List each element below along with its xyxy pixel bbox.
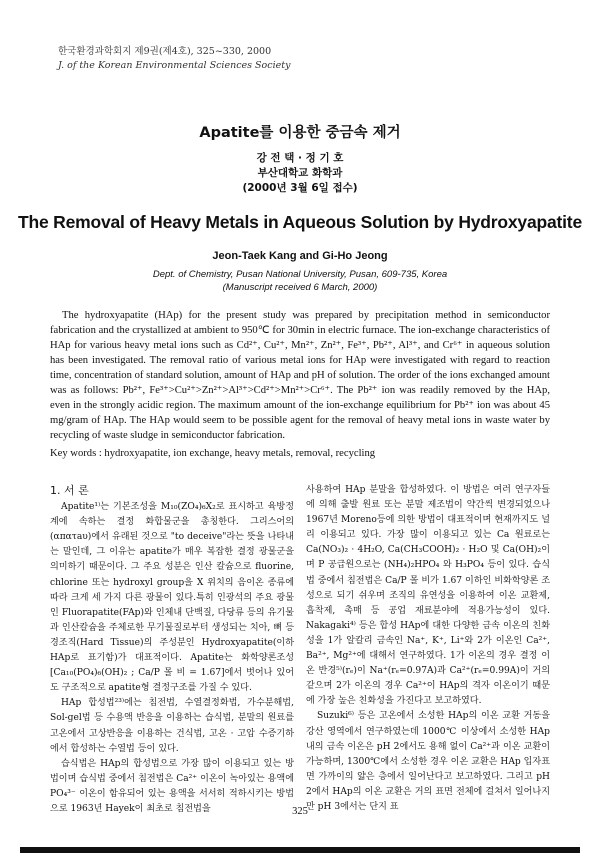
body-paragraph: HAp 합성법²³⁾에는 침전법, 수열결정화법, 가수분해법, Sol-gel법 등 수용액 반응을 이용하는 습식법, 분말의 원료를 고온에서 고상반응을 이용하는 건식법, 고온 · 고압 수증기하에서 합성하는 수열법 등이 있다. <box>50 698 294 754</box>
abstract-text: The hydroxyapatite (HAp) for the present study was prepared by precipitation method in semiconductor fabrication and the crystallized at ambient to 950℃ for 30min in electric furnace. The ion-exchange characteristics of HAp for various heavy metal ions such as Cd²⁺, Cu²⁺, Mn²⁺, Zn²⁺, Fe³⁺, Pb²⁺, Al³⁺, and Cr⁶⁺ in aqueous solution has been investigated. The removal ratio of various metal ions for HAp were investigated with regard to reaction time, concentration of standard solution, amount of HAp and pH of solution. The order of the ions exchanged amount was as follows: Pb²⁺, Fe³⁺>Cu²⁺>Zn²⁺>Al³⁺>Cd²⁺>Mn²⁺>Cr⁶⁺. The Pb²⁺ ion was readily removed by the HAp, even in the strongly acidic region. The maximum amount of the ion-exchange equilibrium for Pb²⁺ ion was about 45 mg/gram of HAp. The HAp would seem to be possible agent for the removal of heavy metal ions in waste water by recycling of waste sludge in semiconductor fabrication. <box>50 310 550 441</box>
body-paragraph: Suzuki⁶⁾ 등은 고온에서 소성한 HAp의 이온 교환 거동을 강산 영역에서 연구하였는데 1000℃ 이상에서 소성한 HAp 내의 금속 이온은 pH 2에서도 용해 없이 Ca²⁺과 이온 교환이 가능하며, 1300℃에서 소성한 경우 이온 교환은 HAp 입자표면 가까이의 얇은 층에서 일어난다고 보고하였다. 그리고 pH 2에서 HAp의 이온 교환은 거의 표면 전체에 걸쳐서 일어나지만 pH 3에서는 단지 표 <box>306 711 550 812</box>
body-paragraph: 사용하여 HAp 분말을 합성하였다. 이 방법은 여러 연구자들에 의해 출발 원료 또는 분말 제조법이 약간씩 변경되었으나 1967년 Moreno등에 의한 방법이 대표적이며 현재까지도 널리 이용되고 있다. 가장 많이 이용되고 있는 Ca 원료로는 Ca(NO₃)₂ · 4H₂O, Ca(CH₃COOH)₂ · H₂O 및 Ca(OH)₂이며 P 공급원으로는 (NH₄)₂HPO₄ 와 H₃PO₄ 등이 있다. 습식법 중에서 침전법은 Ca/P 몰 비가 1.67 이하인 비화학양론 조성으로 되기 쉬우며 조직의 유연성을 이용하여 이온 교환제, 흡착제, 촉매 등 공업 재료분야에 적용가능성이 있다. Nakagaki⁴⁾ 등은 합성 HAp에 대한 다양한 금속 이온의 친화성을 1가 알칼리 금속인 Na⁺, K⁺, Li⁺와 2가 이온인 Ca²⁺, Ba²⁺, Mg²⁺에 대해서 연구하였다. 1가 이온의 경우 결정 이온 반경⁵⁾(rₑ)이 Na⁺(rₑ=0.97A)과 Ca²⁺(rₑ=0.99A)이 거의 같으며 2가 이온의 경우 Ca²⁺이 HAp의 격자 이온이기 때문에 가장 높은 친화성을 가진다고 보고하였다. <box>306 485 550 707</box>
page-number: 325 <box>292 806 308 817</box>
affiliation-block-english <box>0 268 600 294</box>
title-english: The Removal of Heavy Metals in Aqueous Solution by Hydroxyapatite <box>18 212 582 232</box>
body-column-left <box>50 483 294 817</box>
authors-english: Jeon-Taek Kang and Gi-Ho Jeong <box>212 250 388 262</box>
affiliation-korean: 부산대학교 화학과 <box>257 167 343 179</box>
received-date-english: (Manuscript received 6 March, 2000) <box>222 282 378 293</box>
affiliation-english: Dept. of Chemistry, Pusan National University, Pusan, 609-735, Korea <box>152 269 448 280</box>
page-edge-bar <box>20 847 580 853</box>
body-paragraph: 습식법은 HAp의 합성법으로 가장 많이 이용되고 있는 방법이며 습식법 중에서 침전법은 Ca²⁺ 이온이 녹아있는 용액에 PO₄³⁻ 이온이 함유되어 있는 용액을 서서히 적하시키는 방법으로 1963년 Hayek이 최초로 침전법을 <box>50 758 294 814</box>
journal-citation-en: J. of the Korean Environmental Sciences Society <box>58 60 291 71</box>
journal-header <box>58 45 290 73</box>
body-column-right <box>306 483 550 815</box>
received-date-korean: (2000년 3월 6일 접수) <box>242 182 358 194</box>
keywords: Key words : hydroxyapatite, ion exchange, heavy metals, removal, recycling <box>50 448 376 459</box>
journal-citation-ko: 한국환경과학회지 제9권(제4호), 325~330, 2000 <box>58 46 272 57</box>
title-korean: Apatite를 이용한 중금속 제거 <box>199 125 401 141</box>
author-block-korean <box>0 151 600 196</box>
abstract <box>50 308 550 443</box>
body-paragraph: Apatite¹⁾는 기본조성을 M₁₀(ZO₄)₆X₂로 표시하고 육방정계에 속하는 결정 화합물군을 총칭한다. 그리스어의 (απατaυ)에서 유래된 것으로 "to deceive"라는 뜻을 나타내는 말인데, 그 이유는 apatite가 매우 복잡한 결정 광물군을 의미하기 때문이다. 그 주요 성분은 인산 칼슘으로 fluorine, chlorine 또는 hydroxyl group을 X 위치의 음이온 종류에 따라 크게 세 가지 다른 광물이 있다.특히 인광석의 주요 광물인 Fluorapatite(FAp)와 인체내 단백질, 다당류 등의 유기물과 인산칼슘을 주체로한 무기물질로부터 생성되는 치아, 뼈 등 경조직(Hard Tissue)의 주성분인 Hydroxyapatite(이하 HAp로 표기함)가 대표적이다. Apatite는 화학양론조성[Ca₁₀(PO₄)₆(OH)₂ ; Ca/P 몰 비 = 1.67]에서 벗어나 있어도 구조적으로 apatite형 결정구조를 가질 수 있다. <box>50 502 294 694</box>
authors-korean: 강 전 택 · 정 기 호 <box>256 152 344 164</box>
section-heading-introduction: 1. 서 론 <box>50 484 89 497</box>
